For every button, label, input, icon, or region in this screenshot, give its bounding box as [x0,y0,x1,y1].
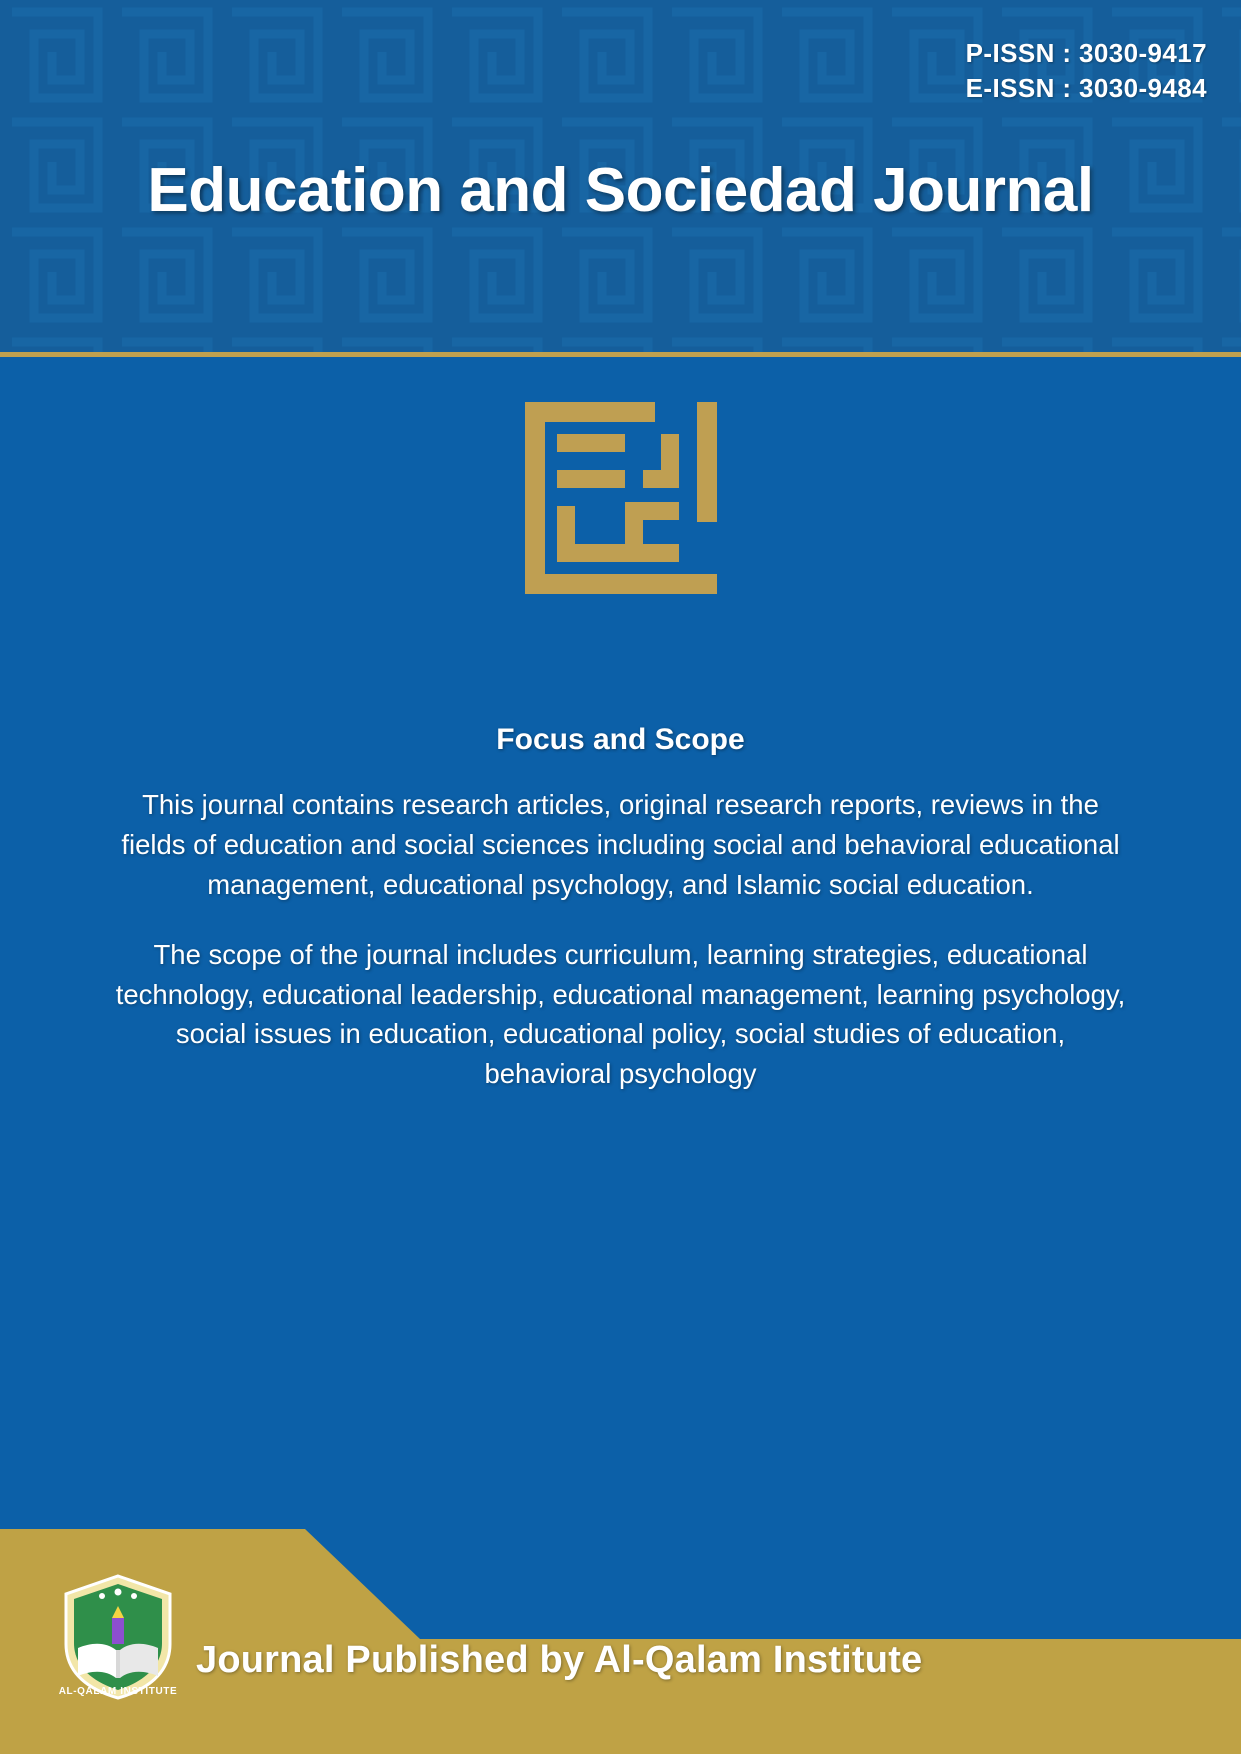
header-gold-rule [0,352,1241,357]
header-band [0,0,1241,352]
es-monogram-logo-icon [521,398,721,598]
focus-and-scope-body [110,785,1131,1094]
issn-electronic: E-ISSN : 3030-9484 [965,73,1207,104]
publisher-text: Journal Published by Al-Qalam Institute [196,1639,923,1681]
issn-print: P-ISSN : 3030-9417 [965,38,1207,68]
al-qalam-institute-caption: AL-QALAM INSTITUTE [58,1686,178,1697]
al-qalam-institute-logo-icon [58,1572,178,1700]
journal-title: Education and Sociedad Journal [147,156,1094,225]
scope-paragraph-2: The scope of the journal includes curriculum, learning strategies, educational technology, educational leadership, educational management, learning psychology, social issues in education, educational policy, social studies of education, behavioral psychology [115,938,1126,1090]
issn-block [966,36,1207,106]
focus-and-scope-heading: Focus and Scope [496,723,745,756]
scope-paragraph-1: This journal contains research articles, original research reports, reviews in the fields of education and social sciences including social and behavioral educational management, educational psychology, and Islamic social education. [121,789,1120,900]
